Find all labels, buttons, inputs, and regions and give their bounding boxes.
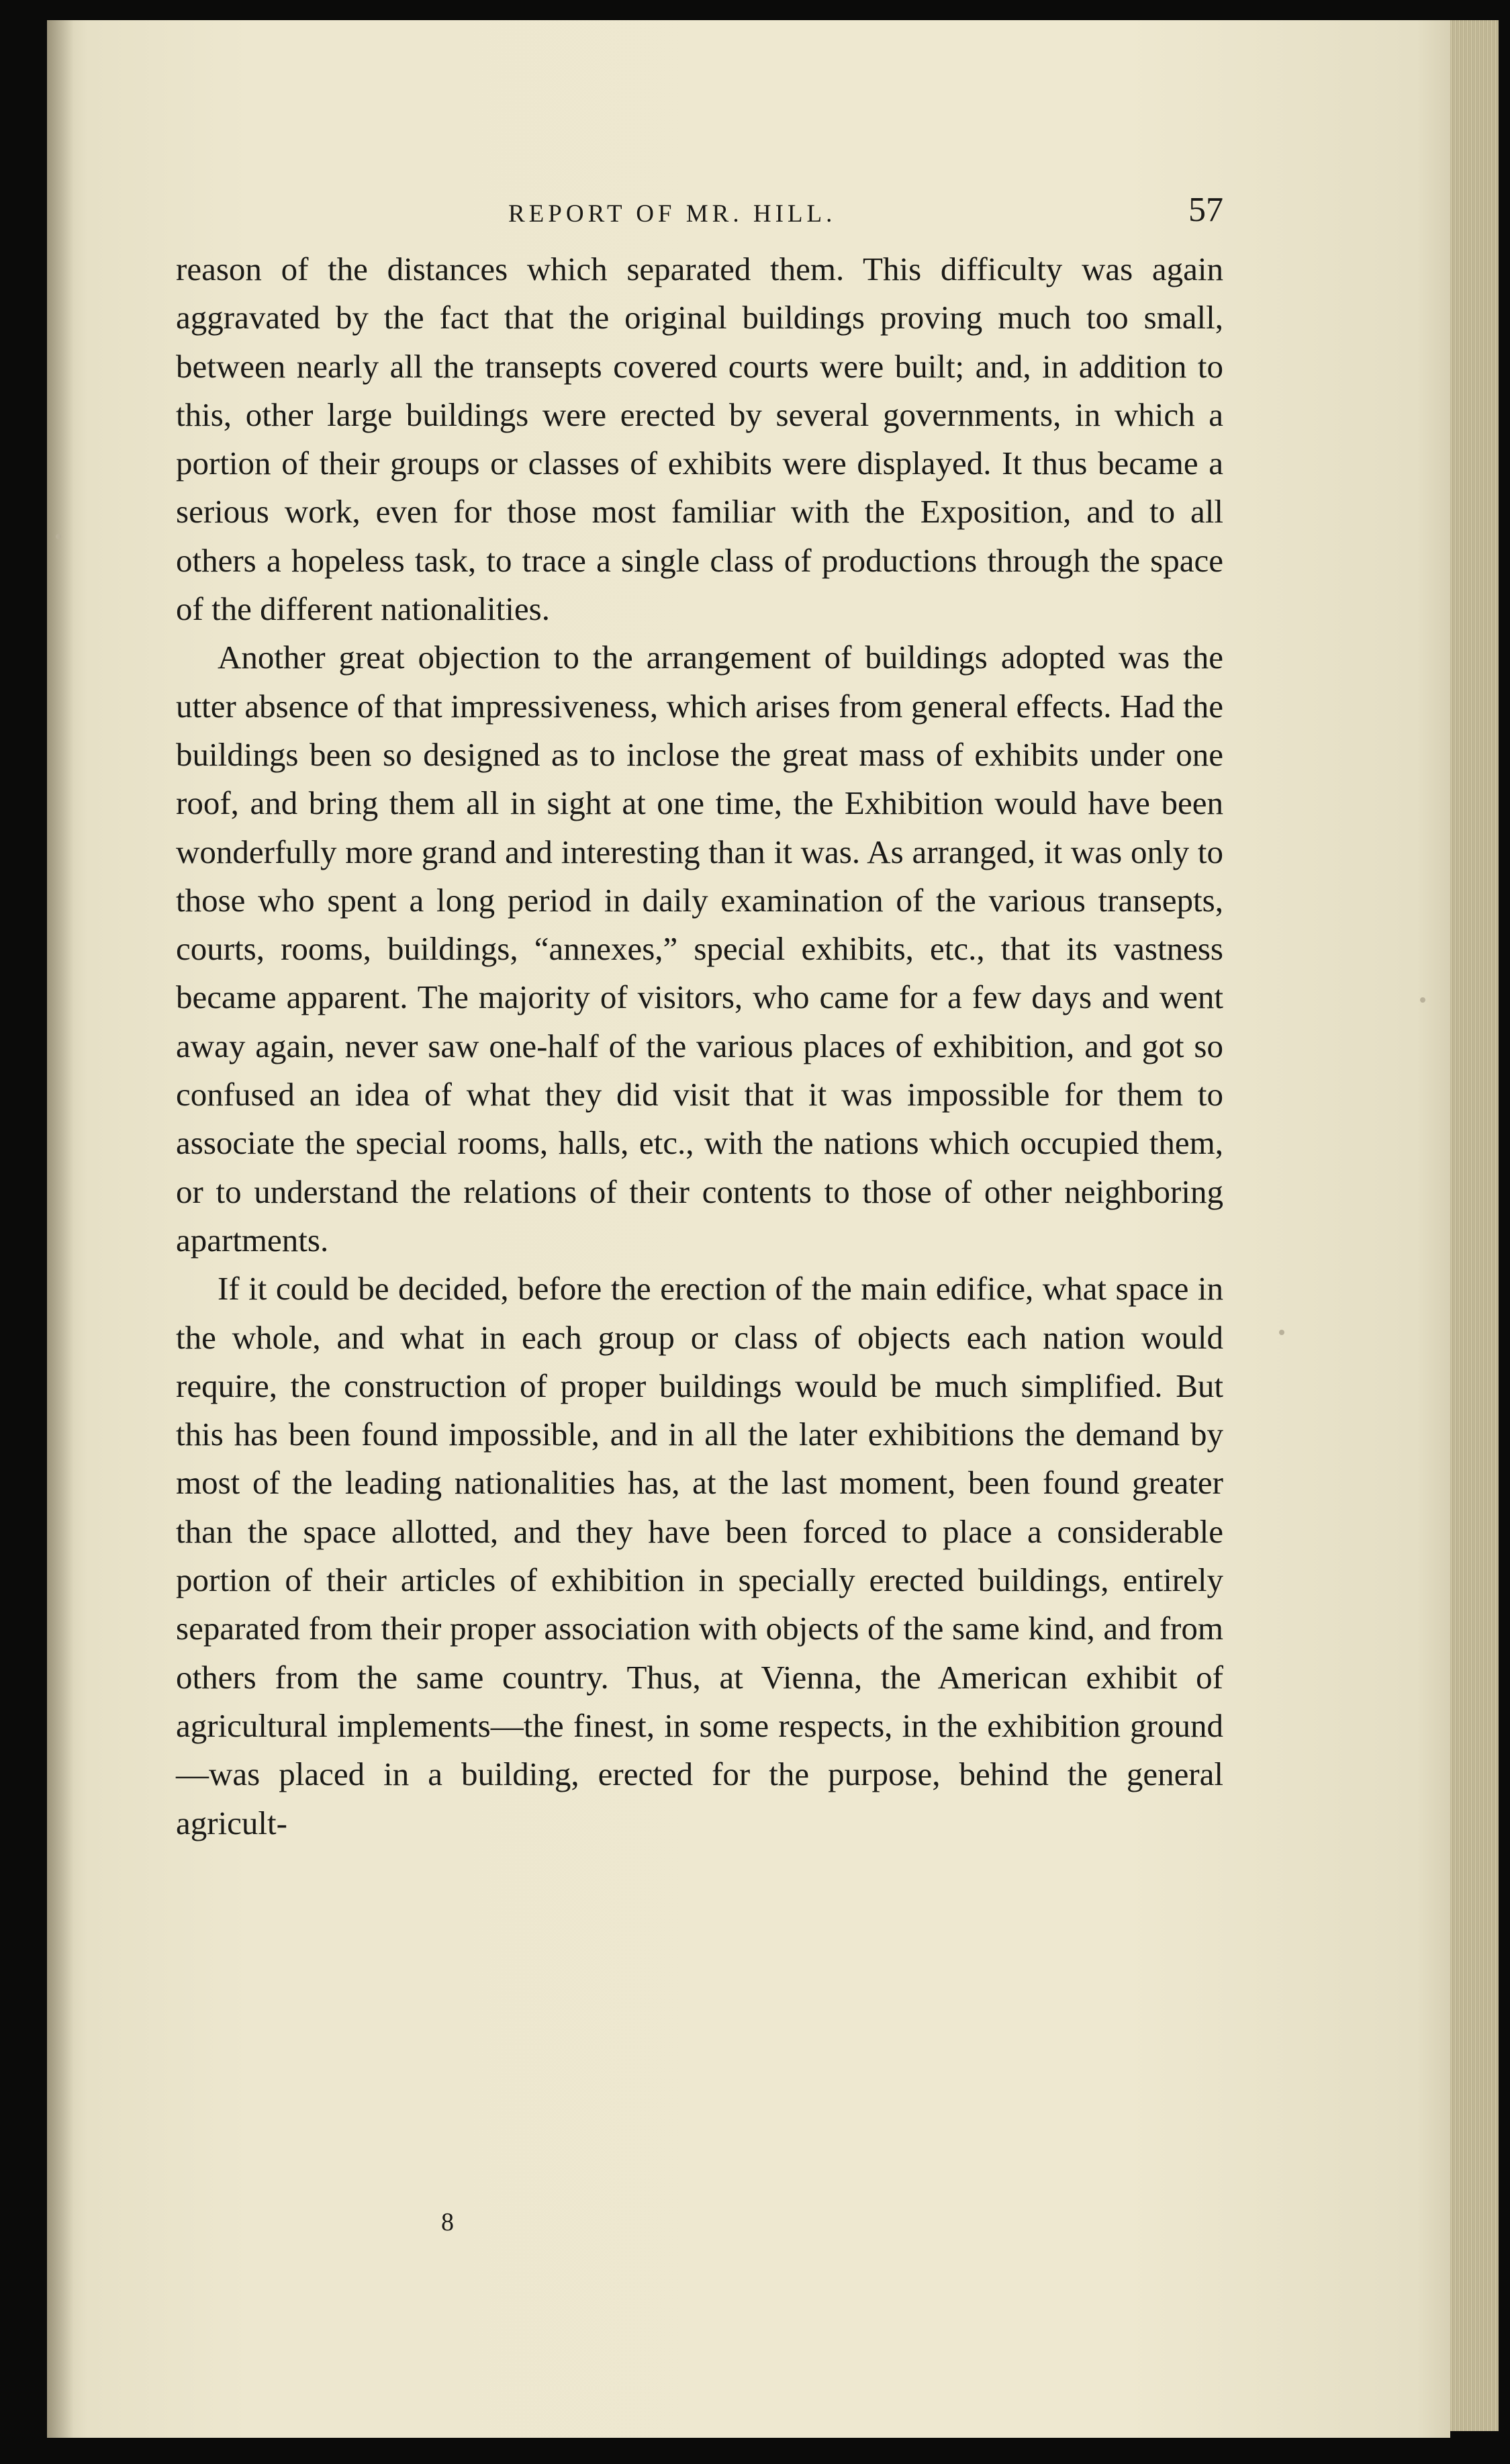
paragraph-3: If it could be decided, before the erection of the main edifice, what space in the whole, and what in each group or class of objects each nation would require, the construction of proper buildings would be much simplified. But this has been found impossible, and in all the later exhibitions the demand by most of the leading nationalities has, at the last moment, been found greater than the space allotted, and they have been forced to place a considerable portion of their articles of exhibition in specially erected buildings, entirely separated from their proper association with objects of the same kind, and from others from the same country. Thus, at Vienna, the American exhibit of agricultural implements—the finest, in some respects, in the exhibition ground—was placed in a building, erected for the purpose, behind the general agricult- [176, 1270, 1223, 1841]
page-number: 57 [1188, 191, 1223, 229]
page-text [176, 191, 1223, 2236]
paragraph-1: reason of the distances which separated them. This difficulty was again aggravated by the fact that the original buildings proving much too small, between nearly all the transepts covered courts were built; and, in addition to this, other large buildings were erected by several governments, in which a portion of their groups or classes of exhibits were displayed. It thus became a serious work, even for those most familiar with the Exposition, and to all others a hopeless task, to trace a single class of productions through the space of the different nationalities. [176, 250, 1223, 628]
paper-speck [1420, 997, 1425, 1003]
paragraph-2: Another great objection to the arrangement of buildings adopted was the utter absence of that impressiveness, which arises from general effects. Had the buildings been so designed as to inclose the great mass of exhibits under one roof, and bring them all in sight at one time, the Exhibition would have been wonderfully more grand and interesting than it was. As arranged, it was only to those who spent a long period in daily examination of the various transepts, courts, rooms, buildings, “annexes,” special exhibits, etc., that its vastness became apparent. The majority of visitors, who came for a few days and went away again, never saw one-half of the various places of exhibition, and got so confused an idea of what they did visit that it was impossible for them to associate the special rooms, halls, etc., with the nations which occupied them, or to understand the relations of their contents to those of other neighboring apartments. [176, 639, 1223, 1259]
page-edges [1444, 20, 1499, 2431]
running-title: REPORT OF MR. HILL. [508, 200, 837, 228]
paper-speck [56, 534, 61, 539]
paper-speck [1279, 1330, 1284, 1335]
signature-mark: 8 [441, 2208, 454, 2236]
running-head [176, 191, 1223, 245]
gutter-shadow [47, 20, 74, 2438]
